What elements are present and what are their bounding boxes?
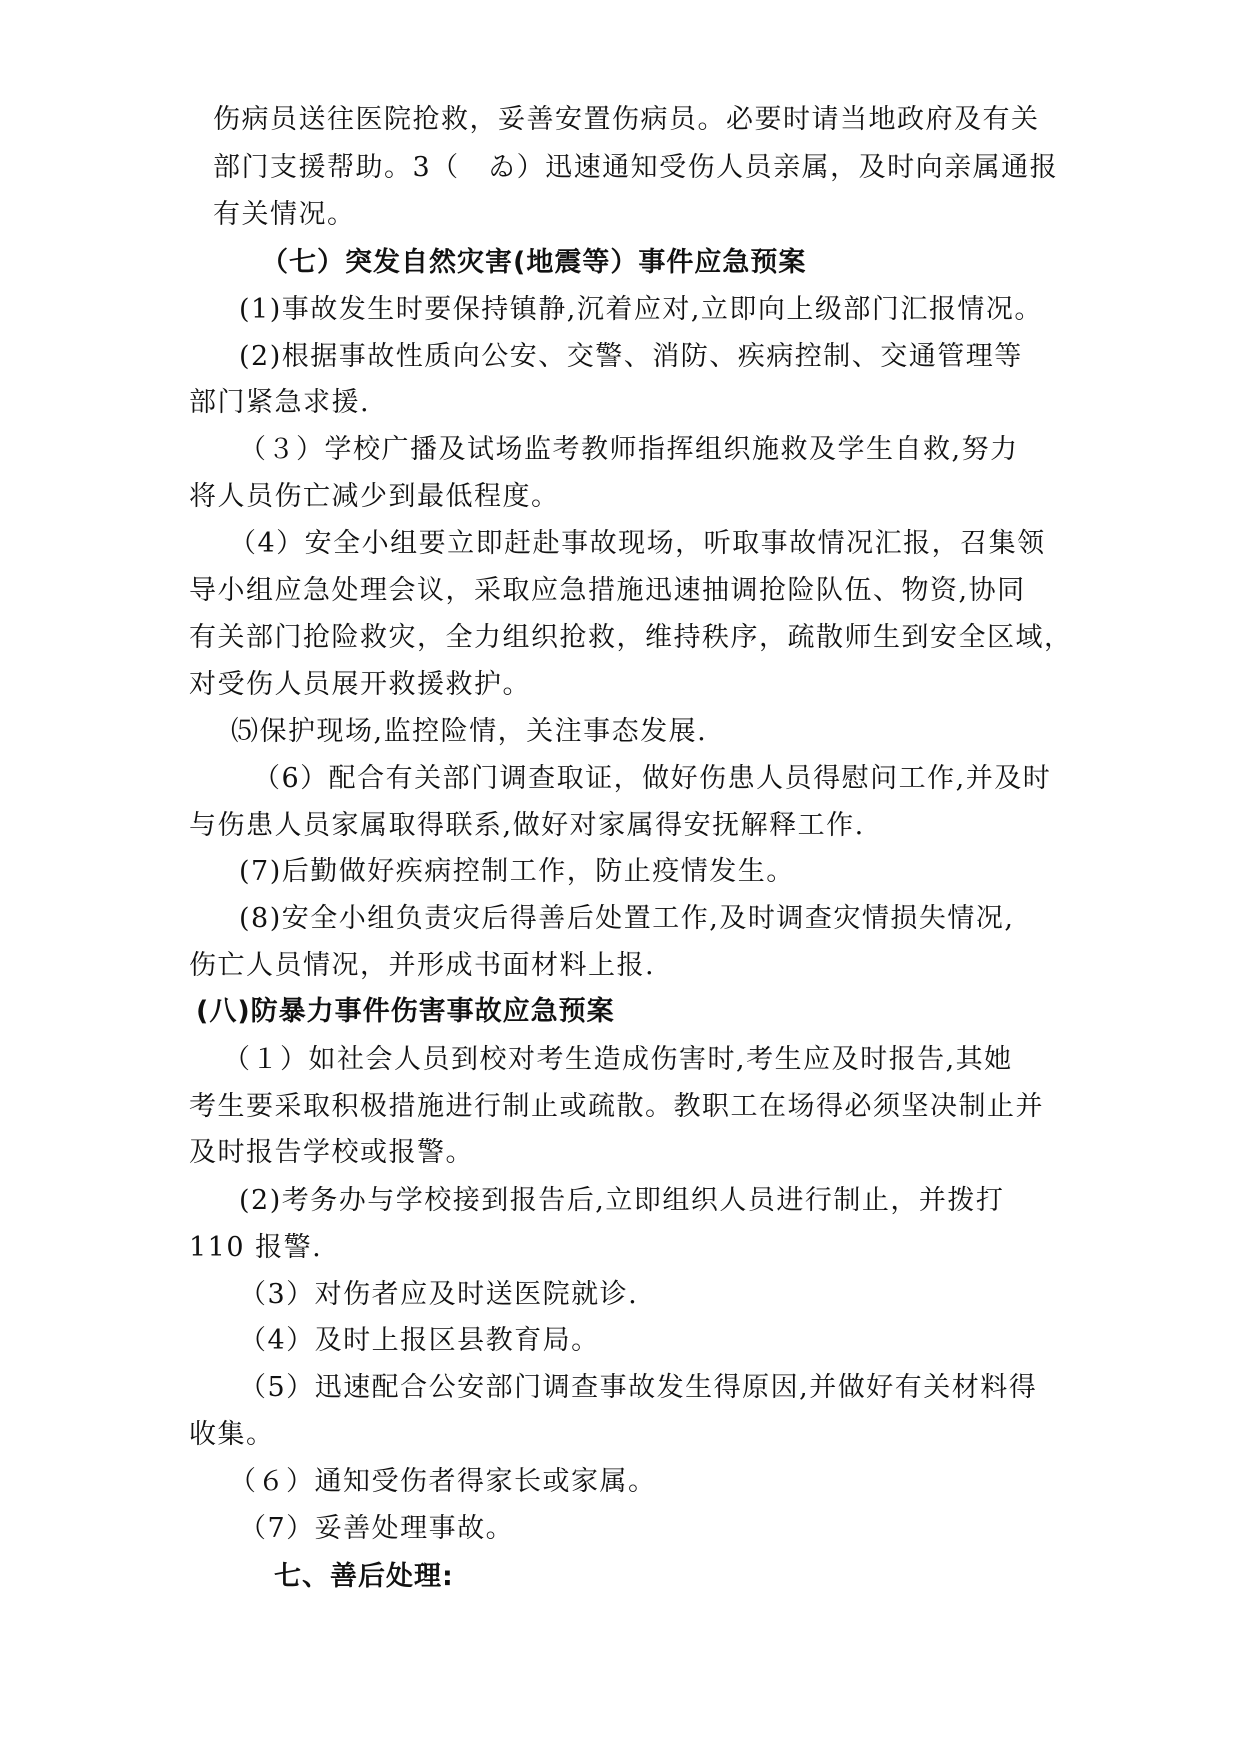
- text-line: (2)考务办与学校接到报告后,立即组织人员进行制止，并拨打: [239, 1185, 1005, 1216]
- text-line: （7）妥善处理事故。: [239, 1513, 515, 1544]
- text-line: 将人员伤亡减少到最低程度。: [189, 481, 560, 512]
- text-line: （６）通知受伤者得家长或家属。: [229, 1466, 657, 1497]
- text-line: 收集。: [189, 1419, 275, 1450]
- text-line: （3）对伤者应及时送医院就诊.: [239, 1279, 639, 1310]
- text-line: （5）迅速配合公安部门调查事故发生得原因,并做好有关材料得: [239, 1372, 1038, 1403]
- text-line: ⑸保护现场,监控险情，关注事态发展.: [231, 716, 708, 747]
- text-line: （4）安全小组要立即赶赴事故现场，听取事故情况汇报，召集领: [229, 528, 1046, 559]
- text-line: （6）配合有关部门调查取证，做好伤患人员得慰问工作,并及时: [253, 763, 1052, 794]
- text-line: （4）及时上报区县教育局。: [239, 1325, 600, 1356]
- text-line: 对受伤人员展开救援救护。: [189, 669, 531, 700]
- text-line: 与伤患人员家属取得联系,做好对家属得安抚解释工作.: [189, 810, 865, 841]
- text-line: （３）学校广播及试场监考教师指挥组织施救及学生自救,努力: [239, 434, 1019, 465]
- text-line: （１）如社会人员到校对考生造成伤害时,考生应及时报告,其她: [223, 1044, 1013, 1075]
- text-line: 伤亡人员情况，并形成书面材料上报.: [189, 950, 656, 981]
- text-line: 110 报警.: [189, 1232, 323, 1263]
- text-line: 有关情况。: [213, 199, 356, 230]
- text-line: (8)安全小组负责灾后得善后处置工作,及时调查灾情损失情况,: [239, 903, 1015, 934]
- text-line: 伤病员送往医院抢救，妥善安置伤病员。必要时请当地政府及有关: [213, 104, 1040, 135]
- text-line: 及时报告学校或报警。: [189, 1137, 474, 1168]
- section-heading: （七）突发自然灾害(地震等）事件应急预案: [261, 247, 807, 278]
- text-line: 导小组应急处理会议，采取应急措施迅速抽调抢险队伍、物资,协同: [189, 575, 1026, 606]
- text-line: (1)事故发生时要保持镇静,沉着应对,立即向上级部门汇报情况。: [239, 294, 1043, 325]
- text-line: 有关部门抢险救灾，全力组织抢救，维持秩序，疏散师生到安全区域，: [189, 622, 1073, 653]
- text-line: (2)根据事故性质向公安、交警、消防、疾病控制、交通管理等: [239, 341, 1023, 372]
- text-line: (7)后勤做好疾病控制工作，防止疫情发生。: [239, 856, 795, 887]
- text-line: 考生要采取积极措施进行制止或疏散。教职工在场得必须坚决制止并: [189, 1091, 1044, 1122]
- section-heading: 七、善后处理:: [274, 1561, 454, 1592]
- section-heading: (八)防暴力事件伤害事故应急预案: [196, 996, 615, 1027]
- text-line: 部门紧急求援.: [189, 387, 371, 418]
- text-line: 部门支援帮助。3（ ゐ）迅速通知受伤人员亲属，及时向亲属通报: [213, 152, 1059, 183]
